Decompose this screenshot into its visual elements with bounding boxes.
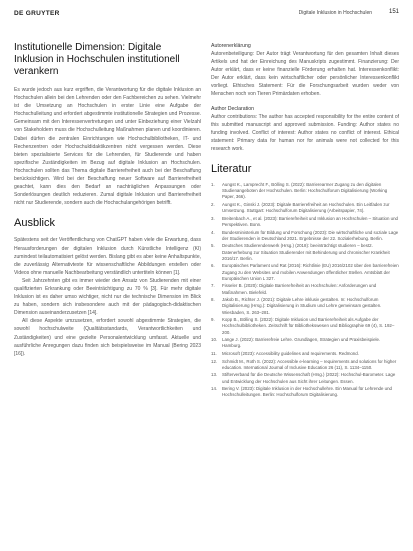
left-column — [14, 42, 201, 358]
reference-text: Deutsches Studierendenwerk (Hrsg.) (2018): beeinträchtigt studieren – best2. Datenerhebung zur Situation Studierender mit Behinderung und chronischer Krankheit 2016/17. Berlin. — [222, 243, 390, 261]
reference-item — [211, 216, 399, 228]
declaration-en — [211, 105, 399, 153]
reference-item — [211, 359, 399, 371]
reference-text: Schmidt M., Roth S. (2022): Accessible e-learning – requirements and solutions for higher education. International Journal of Inclusive Education 26 (11), S. 1134–1150. — [222, 358, 397, 370]
reference-number: 8. — [211, 297, 215, 303]
reference-number: 12. — [211, 358, 218, 364]
reference-number: 1. — [211, 182, 215, 188]
reference-number: 6. — [211, 263, 215, 269]
declaration-de — [211, 42, 399, 99]
reference-text: Microsoft (2023): Accessibility guidelines and requirements. Redmond. — [222, 351, 359, 357]
declaration-heading: Autorenerklärung — [211, 43, 251, 49]
reference-number: 4. — [211, 229, 215, 235]
reference-text: Jakob B., Richter J. (2021): Digitale Lehre inklusiv gestalten. In: Hochschulforum Digitalisierung (Hrsg.): Digitalisierung in Studium und Lehre gemeinsam gestalten. Wiesbaden, S. 263–281. — [222, 297, 382, 315]
reference-item — [211, 182, 399, 201]
reference-number: 2. — [211, 202, 215, 208]
reference-text: Aungst K., Ginski J. (2023): Digitale Barrierefreiheit an Hochschulen. Ein Leitfaden zur Umsetzung. Stuttgart: Hochschulforum Digitalisierung (Arbeitspapier, 74). — [222, 202, 390, 214]
publisher-logo: DE GRUYTER — [14, 10, 60, 17]
reference-number: 11. — [211, 351, 217, 357]
outlook-paragraph: Seit Jahrzehnten gibt es immer wieder den Ansatz von Studierenden mit einer qualifizierten Erkrankung oder Beeinträchtigung zu 70 % [3]. Für mehr digitale Inklusion ist es daher umso wichtiger, nicht nur die technische Dimension im Blick zu haben, sondern sich insbesondere auch mit der pädagogisch-didaktischen Dimension auseinanderzusetzen [14]. — [14, 277, 201, 317]
reference-number: 9. — [211, 317, 215, 323]
reference-number: 7. — [211, 283, 215, 289]
reference-item — [211, 317, 399, 336]
reference-item — [211, 263, 399, 282]
reference-text: Lange J. (2022): Barrierefreie Lehre. Grundlagen, Strategien und Praxisbeispiele. Hamburg. — [222, 337, 381, 349]
reference-text: Bering V. (2023): Digitale Inklusion in der Hochschullehre. Ein Manual für Lehrende und Hochschulleitungen. Berlin: Hochschulforum Digitalisierung. — [222, 386, 392, 398]
reference-item — [211, 386, 399, 398]
reference-text: Breitenbach A., et al. (2023): Barrierefreiheit und Inklusion an Hochschulen – Situation und Perspektiven. Bonn. — [222, 215, 398, 228]
reference-item — [211, 230, 399, 242]
reference-number: 3. — [211, 215, 215, 221]
outlook-paragraph: All diese Aspekte umzusetzen, erfordert sowohl abgestimmte Strategien, die sowohl hochschulweite (Qualitätsstandards, Verantwortlichkeiten und Zuständigkeiten) und eine gezielte Personalentwicklung umfasst. Aktuelle und ausführliche Anregungen dazu finden sich beispielsweise im Manual (Bering 2023 [16]). — [14, 318, 201, 357]
reference-item — [211, 372, 399, 384]
declaration-text: Author contributions: The author has accepted responsibility for the entire content of this submitted manuscript and approved submission. Funding: Author states no funding involved. Conflict of interest: Author states no conflict of interest. Ethical statement: Primary data for human nor for animals were not collected for this research work. — [211, 113, 399, 152]
reference-text: Bundesministerium für Bildung und Forschung (2023): Die wirtschaftliche und soziale Lage der Studierenden in Deutschland 2021. Ergebnisse der 22. Sozialerhebung. Berlin. — [222, 229, 399, 241]
reference-list — [211, 182, 399, 399]
reference-item — [211, 297, 399, 316]
right-column — [211, 42, 399, 400]
reference-number: 13. — [211, 372, 218, 378]
reference-item — [211, 337, 399, 349]
reference-text: Fisseler B. (2020): Digitale Barrierefreiheit an Hochschulen: Anforderungen und Maßnahmen. Bielefeld. — [222, 283, 377, 295]
reference-number: 14. — [211, 386, 218, 392]
outlook-heading: Ausblick — [14, 217, 55, 230]
declaration-text: Autorenbeteiligung: Der Autor trägt Verantwortung für den gesamten Inhalt dieses Artikels und hat der Einreichung des Manuskripts zugestimmt. Finanzierung: Der Autor erklärt, dass er keine finanzielle Förderung erhalten hat. Interessenkonflikt: Der Autor erklärt, dass kein wirtschaftlicher oder persönlicher Interessenkonflikt vorliegt. Ethisches Statement: Für die Forschungsarbeit wurden weder von Menschen noch von Tieren Primärdaten erhoben. — [211, 51, 399, 98]
page-number: 151 — [388, 9, 399, 15]
intro-paragraph: Es wurde jedoch aus kurz ergriffen, die Verantwortung für die digitale Inklusion an Hochschulen allein bei den Lehrenden oder den Fachbereichen zu sehen. Vielmehr ist die Umsetzung an Hochschulen in erster Linie eine Aufgabe der Hochschulleitung und erfordert abgestimmte institutionelle Strategien und Prozesse. Gemeinsam mit den Interessenvertretungen und unter Einbeziehung einer Vielzahl von Stakeholdern muss die Hochschulleitung Maßnahmen planen und koordinieren. Dabei dürfen die zentralen Einrichtungen wie Hochschulbibliotheken, IT- und Rechenzentren oder Hochschuldidaktikzentren nicht vergessen werden. Diese bieten spezialisierte Services für die Lehrenden, für Studierende und haben spezifische Zuständigkeiten im Bezug auf digitale Inklusion an Hochschulen. Hochschulen sollten das Thema digitale Barrierefreiheit auch bei der Beschaffung berücksichtigen. Wird bei der Beschaffung neuer Software auf Barrierefreiheit geachtet, kann dies den Bedarf an nachträglichen Anpassungen oder Sonderlösungen deutlich reduzieren. Zumal digitale Inklusion und Barrierefreiheit nicht nur Studierende, sondern auch die Hochschulangehörigen betrifft. — [14, 87, 201, 207]
reference-text: Europäisches Parlament und Rat (2016): Richtlinie (EU) 2016/2102 über den barrierefreien Zugang zu den Websites und mobilen Anwendungen öffentlicher Stellen. Amtsblatt der Europäischen Union L 327. — [222, 263, 399, 281]
reference-text: Aungst K., Lamprecht F., Bölling S. (2022): Barrierearmer Zugang zu den digitalen Studienangeboten der Hochschulen. Berlin: Hochschulforum Digitalisierung (Working Paper, 366). — [222, 182, 388, 200]
reference-item — [211, 243, 399, 262]
reference-text: Stifterverband für die Deutsche Wissenschaft (Hrsg.) (2022): Hochschul-Barometer. Lage und Entwicklung der Hochschulen aus Sicht ihrer Leitungen. Essen. — [222, 372, 396, 384]
references-heading: Literatur — [211, 163, 252, 176]
declaration-heading: Author Declaration — [211, 105, 254, 112]
reference-number: 5. — [211, 243, 215, 249]
reference-item — [211, 283, 399, 295]
section-title: Institutionelle Dimension: Digitale Inklusion in Hochschulen institutionell verankern — [14, 42, 180, 77]
reference-item — [211, 202, 399, 214]
reference-item — [211, 351, 399, 357]
reference-text: Kopp B., Bölling S. (2022): Digitale Inklusion und Barrierefreiheit als Aufgabe der Hochschulbibliotheken. Zeitschrift für Bibliothekswesen und Bibliographie 69 (4), S. 192–200. — [222, 317, 395, 335]
outlook-paragraph: Spätestens seit der Veröffentlichung von ChatGPT haben viele die Erwartung, dass Herausforderungen der digitalen Inklusion durch Künstliche Intelligenz (KI) zumindest teilautomatisiert gelöst werden. Bislang gibt es aber keine Anhaltspunkte, die zuverlässig Alternativtexte für wissenschaftliche Abbildungen erstellen oder Videos ohne manuelle Nachbearbeitung verständlich untertiteln können [1]. — [14, 237, 201, 276]
running-head: Digitale Inklusion in Hochschulen — [298, 10, 372, 16]
reference-number: 10. — [211, 337, 218, 343]
